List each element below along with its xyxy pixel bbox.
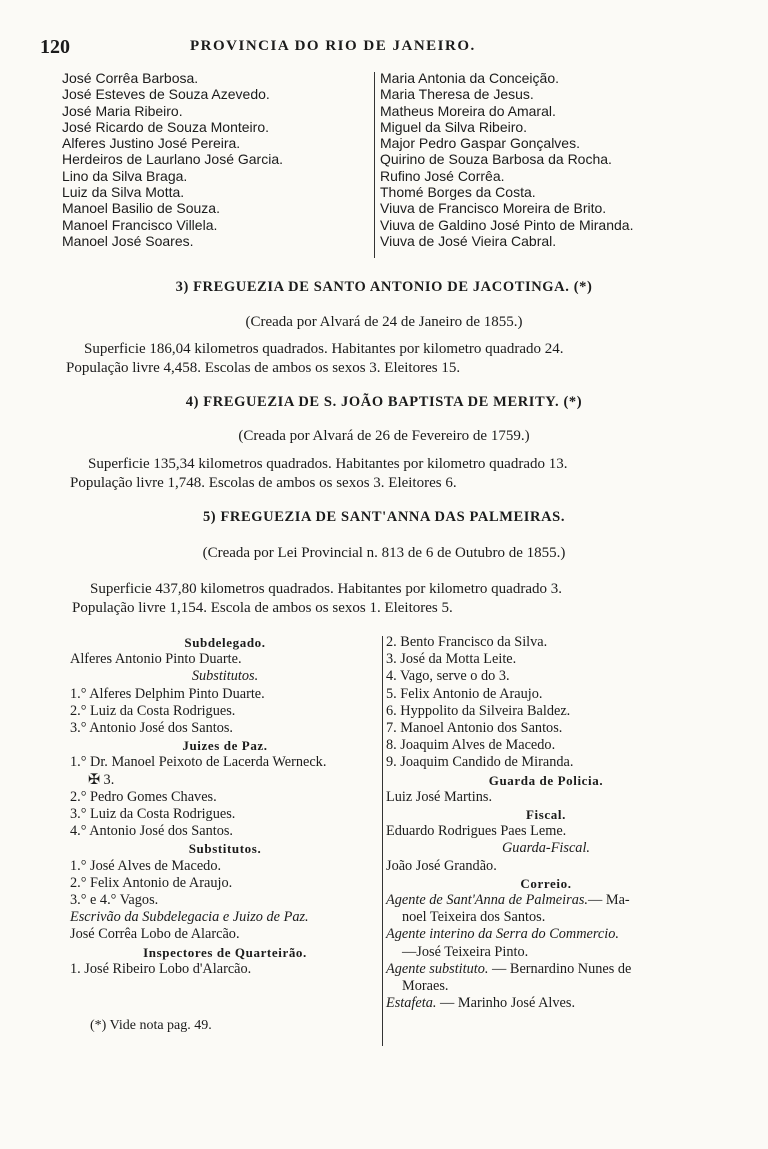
list-item: Rufino José Corrêa.: [380, 167, 505, 184]
agente-name-cont: noel Teixeira dos Santos.: [402, 909, 546, 926]
subdelegado-heading: Subdelegado.: [184, 635, 266, 650]
estafeta-title: Estafeta.: [386, 995, 437, 1012]
agente-title: Agente de Sant'Anna de Palmeiras.: [386, 892, 588, 909]
stats-line: Superficie 186,04 kilometros quadrados. Habitantes por kilometro quadrado 24.: [84, 341, 564, 357]
list-item: Viuva de Galdino José Pinto de Miranda.: [380, 216, 634, 233]
agente-substituto-entry: [386, 961, 706, 978]
list-item: José Corrêa Barbosa.: [62, 70, 199, 86]
guarda-fiscal-heading: Guarda-Fiscal.: [501, 840, 591, 857]
fiscal-heading: Fiscal.: [526, 807, 566, 823]
subdelegado-name: Alferes Antonio Pinto Duarte.: [70, 651, 242, 668]
list-item: Maria Theresa de Jesus.: [380, 86, 534, 103]
list-item: Manoel José Soares.: [62, 232, 194, 249]
stats-jacotinga: [66, 340, 563, 378]
list-item: Miguel da Silva Ribeiro.: [380, 118, 528, 135]
list-item: 3.° Antonio José dos Santos.: [70, 720, 233, 737]
list-item: Quirino de Souza Barbosa da Rocha.: [380, 151, 612, 168]
list-item: José Esteves de Souza Azevedo.: [62, 86, 270, 103]
juizes-heading: Juizes de Paz.: [182, 738, 268, 754]
list-item: 3.° Luiz da Costa Rodrigues.: [70, 806, 236, 823]
agente-interino-title: Agente interino da Serra do Commercio.: [386, 926, 619, 943]
list-item: Alferes Justino José Pereira.: [62, 135, 241, 152]
list-item: Herdeiros de Laurlano José Garcia.: [62, 151, 284, 168]
names-list-right: [380, 70, 633, 249]
stats-line: População livre 1,154. Escola de ambos os sexos 1. Eleitores 5.: [72, 600, 453, 616]
list-item: José Ricardo de Souza Monteiro.: [62, 118, 269, 135]
list-item: 4.° Antonio José dos Santos.: [70, 823, 233, 840]
guarda-policia-heading: Guarda de Policia.: [488, 772, 604, 788]
list-item: 2.° Felix Antonio de Araujo.: [70, 874, 233, 891]
running-title: PROVINCIA DO RIO DE JANEIRO.: [190, 38, 476, 54]
list-item: Viuva de José Vieira Cabral.: [380, 232, 557, 249]
stats-line: Superficie 437,80 kilometros quadrados. Habitantes por kilometro quadrado 3.: [90, 581, 562, 597]
list-item: 6. Hyppolito da Silveira Baldez.: [386, 702, 571, 719]
footnote: (*) Vide nota pag. 49.: [90, 1018, 212, 1033]
list-item: 2.° Luiz da Costa Rodrigues.: [70, 702, 236, 719]
list-item: Luiz da Silva Motta.: [62, 184, 185, 201]
inspectores-heading: Inspectores de Quarteirão.: [143, 944, 307, 960]
list-item: 1. José Ribeiro Lobo d'Alarcão.: [70, 960, 252, 977]
column-divider-bottom: [382, 636, 383, 1046]
stats-line: Superficie 135,34 kilometros quadrados. Habitantes por kilometro quadrado 13.: [88, 456, 568, 472]
list-item: 3. José da Motta Leite.: [386, 651, 517, 668]
agente-substituto-name: — Bernardino Nunes de: [492, 960, 632, 977]
creation-note-merity: (Creada por Alvará de 26 de Fevereiro de 1759.): [238, 428, 530, 444]
guarda-fiscal-name: João José Grandão.: [386, 857, 497, 874]
list-item: 1.° José Alves de Macedo.: [70, 857, 222, 874]
section-heading-merity: 4) FREGUEZIA DE S. JOÃO BAPTISTA DE MERITY. (*): [185, 394, 583, 410]
correio-heading: Correio.: [520, 875, 572, 891]
creation-note-jacotinga: (Creada por Alvará de 24 de Janeiro de 1855.): [245, 314, 523, 330]
list-item: Matheus Moreira do Amaral.: [380, 102, 556, 119]
officials-right-column: [386, 634, 706, 1012]
page-number: 120: [40, 36, 70, 58]
list-item: 5. Felix Antonio de Araujo.: [386, 685, 543, 702]
list-item: 8. Joaquim Alves de Macedo.: [386, 737, 556, 754]
list-item: 4. Vago, serve o do 3.: [386, 668, 510, 685]
agente-entry: [386, 892, 706, 909]
list-item: Major Pedro Gaspar Gonçalves.: [380, 135, 580, 152]
agente-interino-name: —José Teixeira Pinto.: [402, 943, 529, 960]
list-item: ✠ 3.: [88, 771, 115, 788]
creation-note-palmeiras: (Creada por Lei Provincial n. 813 de 6 de Outubro de 1855.): [202, 545, 566, 561]
list-item: Maria Antonia da Conceição.: [380, 70, 559, 86]
escrivao-name: José Corrêa Lobo de Alarcão.: [70, 926, 240, 943]
column-divider-top: [374, 72, 375, 258]
stats-merity: [70, 455, 567, 493]
list-item: 2. Bento Francisco da Silva.: [386, 634, 548, 650]
fiscal-name: Eduardo Rodrigues Paes Leme.: [386, 823, 567, 840]
list-item: 2.° Pedro Gomes Chaves.: [70, 788, 217, 805]
names-list-left: [62, 70, 283, 249]
list-item: José Maria Ribeiro.: [62, 102, 183, 119]
agente-name: — Ma-: [587, 892, 630, 909]
list-item: 1.° Alferes Delphim Pinto Duarte.: [70, 685, 265, 702]
section-heading-jacotinga: 3) FREGUEZIA DE SANTO ANTONIO DE JACOTINGA. (*): [175, 279, 593, 295]
stats-line: População livre 4,458. Escolas de ambos os sexos 3. Eleitores 15.: [66, 360, 461, 376]
estafeta-entry: [386, 995, 706, 1012]
agente-substituto-title: Agente substituto.: [386, 960, 489, 977]
list-item: Manoel Francisco Villela.: [62, 216, 218, 233]
list-item: 9. Joaquim Candido de Miranda.: [386, 754, 574, 771]
escrivao-title: Escrivão da Subdelegacia e Juizo de Paz.: [70, 909, 309, 926]
list-item: Thomé Borges da Costa.: [380, 184, 536, 201]
agente-substituto-name-cont: Moraes.: [402, 978, 449, 995]
list-item: 3.° e 4.° Vagos.: [70, 892, 159, 909]
list-item: 1.° Dr. Manoel Peixoto de Lacerda Werneck.: [70, 754, 327, 771]
list-item: Viuva de Francisco Moreira de Brito.: [380, 200, 607, 217]
list-item: Manoel Basilio de Souza.: [62, 200, 220, 217]
list-item: Lino da Silva Braga.: [62, 167, 188, 184]
stats-palmeiras: [72, 580, 562, 618]
guarda-policia-name: Luiz José Martins.: [386, 788, 493, 805]
substitutos-heading: Substitutos.: [191, 668, 259, 685]
officials-left-column: [70, 634, 380, 978]
list-item: 7. Manoel Antonio dos Santos.: [386, 720, 563, 737]
estafeta-name: — Marinho José Alves.: [440, 995, 576, 1012]
section-heading-palmeiras: 5) FREGUEZIA DE SANT'ANNA DAS PALMEIRAS.: [202, 509, 566, 525]
juizes-substitutos-heading: Substitutos.: [188, 841, 262, 857]
stats-line: População livre 1,748. Escolas de ambos os sexos 3. Eleitores 6.: [70, 475, 457, 491]
